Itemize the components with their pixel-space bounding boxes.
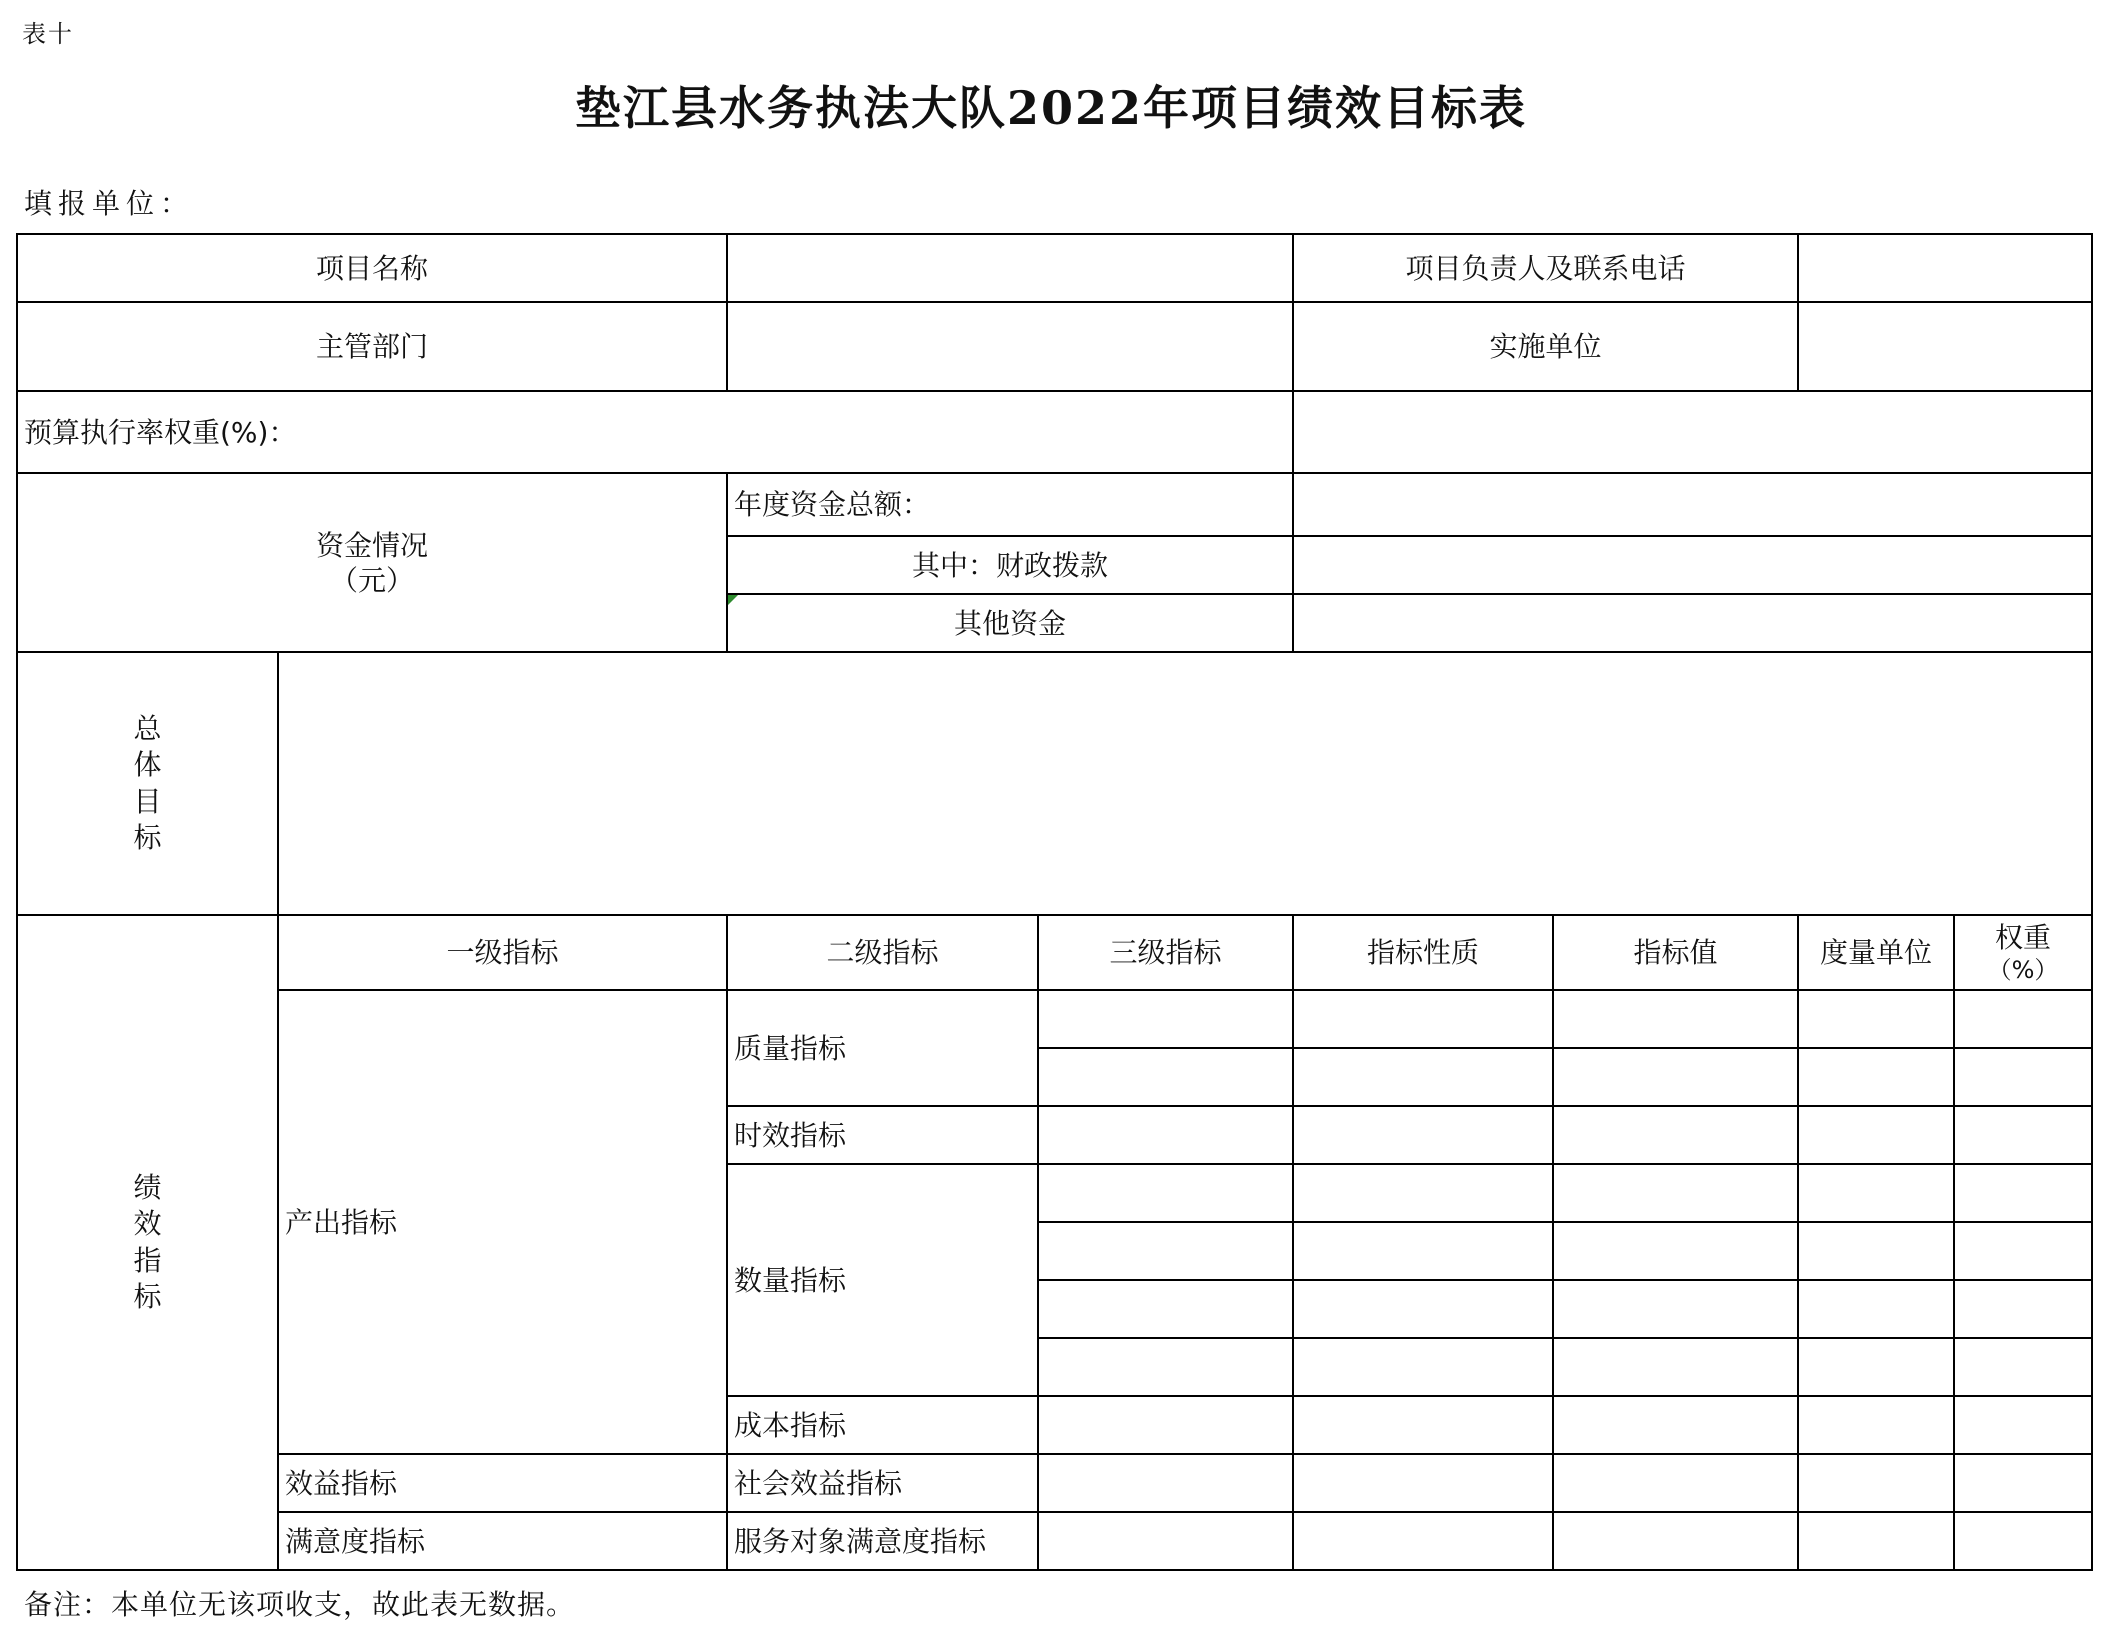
fiscal-appropriation-label: 其中：财政拨款	[727, 536, 1293, 594]
header-weight-line1: 权重	[1994, 921, 2051, 954]
nature-cell[interactable]	[1293, 1454, 1553, 1512]
nature-cell[interactable]	[1293, 1222, 1553, 1280]
annual-funds-total-field[interactable]	[1293, 473, 2092, 536]
department-field[interactable]	[727, 302, 1293, 391]
unit-cell[interactable]	[1798, 1396, 1954, 1454]
value-cell[interactable]	[1553, 1222, 1798, 1280]
level3-cell[interactable]	[1038, 1338, 1293, 1396]
level3-cell[interactable]	[1038, 1048, 1293, 1106]
indicator-header-row	[17, 915, 2092, 990]
level3-cell[interactable]	[1038, 1106, 1293, 1164]
row-overall-goal	[17, 652, 2092, 915]
unit-cell[interactable]	[1798, 1338, 1954, 1396]
nature-cell[interactable]	[1293, 990, 1553, 1048]
weight-cell[interactable]	[1954, 990, 2092, 1048]
level3-cell[interactable]	[1038, 1280, 1293, 1338]
page-title: 垫江县水务执法大队2022年项目绩效目标表	[574, 81, 1528, 135]
level2-cost-label: 成本指标	[727, 1396, 1038, 1454]
row-funds-total	[17, 473, 2092, 536]
nature-cell[interactable]	[1293, 1338, 1553, 1396]
header-value: 指标值	[1553, 915, 1798, 990]
level2-service-satisfaction-label: 服务对象满意度指标	[727, 1512, 1038, 1570]
weight-cell[interactable]	[1954, 1106, 2092, 1164]
annual-funds-total-label: 年度资金总额：	[727, 473, 1293, 536]
indicator-row	[17, 1454, 2092, 1512]
funds-label-line2: （元）	[329, 563, 414, 597]
nature-cell[interactable]	[1293, 1512, 1553, 1570]
weight-cell[interactable]	[1954, 1164, 2092, 1222]
owner-contact-field[interactable]	[1798, 234, 2092, 302]
weight-cell[interactable]	[1954, 1396, 2092, 1454]
header-nature: 指标性质	[1293, 915, 1553, 990]
funds-label-line1: 资金情况	[315, 528, 428, 562]
department-label: 主管部门	[17, 302, 727, 391]
value-cell[interactable]	[1553, 990, 1798, 1048]
nature-cell[interactable]	[1293, 1280, 1553, 1338]
value-cell[interactable]	[1553, 1048, 1798, 1106]
row-project-name	[17, 234, 2092, 302]
nature-cell[interactable]	[1293, 1106, 1553, 1164]
performance-target-table	[16, 233, 2093, 1571]
level3-cell[interactable]	[1038, 990, 1293, 1048]
project-name-field[interactable]	[727, 234, 1293, 302]
weight-cell[interactable]	[1954, 1280, 2092, 1338]
unit-cell[interactable]	[1798, 990, 1954, 1048]
level2-timeliness-label: 时效指标	[727, 1106, 1038, 1164]
implementing-unit-label: 实施单位	[1293, 302, 1798, 391]
value-cell[interactable]	[1553, 1396, 1798, 1454]
unit-cell[interactable]	[1798, 1106, 1954, 1164]
header-unit: 度量单位	[1798, 915, 1954, 990]
level1-output-label: 产出指标	[278, 990, 727, 1454]
unit-cell[interactable]	[1798, 1280, 1954, 1338]
unit-cell[interactable]	[1798, 1454, 1954, 1512]
level1-benefit-label: 效益指标	[278, 1454, 727, 1512]
unit-cell[interactable]	[1798, 1222, 1954, 1280]
footnote: 备注：本单位无该项收支，故此表无数据。	[24, 1588, 576, 1621]
unit-cell[interactable]	[1798, 1164, 1954, 1222]
weight-cell[interactable]	[1954, 1338, 2092, 1396]
funds-label	[17, 473, 727, 652]
level2-quality-label: 质量指标	[727, 990, 1038, 1106]
header-weight	[1954, 915, 2092, 990]
indicator-row	[17, 1512, 2092, 1570]
header-level3: 三级指标	[1038, 915, 1293, 990]
other-funds-label: 其他资金	[727, 594, 1293, 652]
value-cell[interactable]	[1553, 1454, 1798, 1512]
value-cell[interactable]	[1553, 1280, 1798, 1338]
table-number-label: 表十	[22, 20, 74, 48]
nature-cell[interactable]	[1293, 1396, 1553, 1454]
overall-goal-label-text: 总体目标	[133, 711, 162, 854]
level3-cell[interactable]	[1038, 1164, 1293, 1222]
unit-cell[interactable]	[1798, 1512, 1954, 1570]
weight-cell[interactable]	[1954, 1512, 2092, 1570]
header-weight-line2: （%）	[1987, 956, 2059, 984]
reporting-unit-label: 填报单位：	[24, 187, 195, 220]
row-department	[17, 302, 2092, 391]
level2-social-benefit-label: 社会效益指标	[727, 1454, 1038, 1512]
project-name-label: 项目名称	[17, 234, 727, 302]
owner-contact-label: 项目负责人及联系电话	[1293, 234, 1798, 302]
value-cell[interactable]	[1553, 1512, 1798, 1570]
budget-rate-field[interactable]	[1293, 391, 2092, 473]
level3-cell[interactable]	[1038, 1454, 1293, 1512]
weight-cell[interactable]	[1954, 1454, 2092, 1512]
weight-cell[interactable]	[1954, 1222, 2092, 1280]
fiscal-appropriation-field[interactable]	[1293, 536, 2092, 594]
value-cell[interactable]	[1553, 1338, 1798, 1396]
overall-goal-field[interactable]	[278, 652, 2092, 915]
indicator-row	[17, 990, 2092, 1048]
performance-indicators-label	[17, 915, 278, 1570]
budget-rate-label: 预算执行率权重(%)：	[17, 391, 1293, 473]
row-budget-rate	[17, 391, 2092, 473]
nature-cell[interactable]	[1293, 1164, 1553, 1222]
header-level2: 二级指标	[727, 915, 1038, 990]
header-level1: 一级指标	[278, 915, 727, 990]
value-cell[interactable]	[1553, 1106, 1798, 1164]
implementing-unit-field[interactable]	[1798, 302, 2092, 391]
performance-indicators-label-text: 绩效指标	[133, 1170, 162, 1313]
unit-cell[interactable]	[1798, 1048, 1954, 1106]
other-funds-field[interactable]	[1293, 594, 2092, 652]
level1-satisfaction-label: 满意度指标	[278, 1512, 727, 1570]
weight-cell[interactable]	[1954, 1048, 2092, 1106]
level3-cell[interactable]	[1038, 1512, 1293, 1570]
value-cell[interactable]	[1553, 1164, 1798, 1222]
level2-quantity-label: 数量指标	[727, 1164, 1038, 1396]
nature-cell[interactable]	[1293, 1048, 1553, 1106]
level3-cell[interactable]	[1038, 1222, 1293, 1280]
overall-goal-label	[17, 652, 278, 915]
level3-cell[interactable]	[1038, 1396, 1293, 1454]
